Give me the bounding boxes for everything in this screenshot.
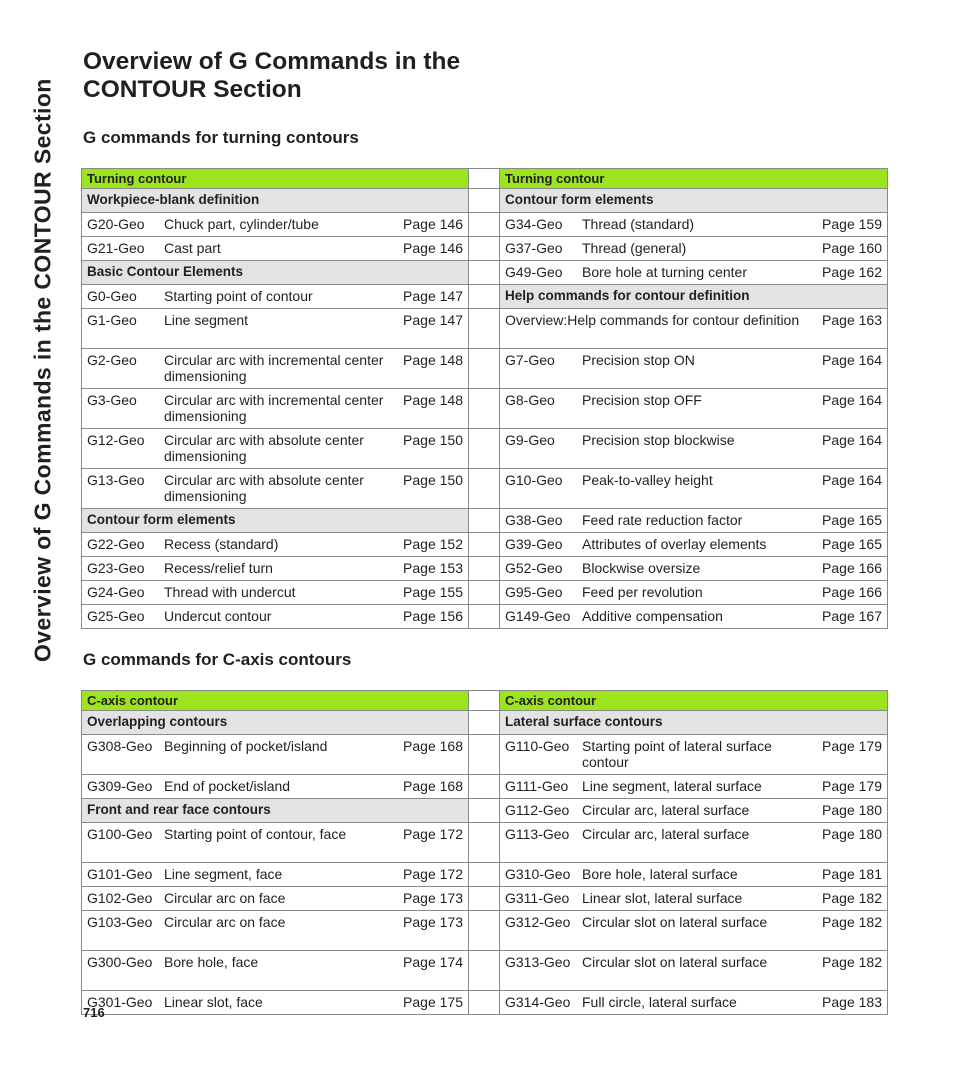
column-gap	[469, 533, 500, 557]
command-code: G102-Geo	[87, 890, 153, 906]
command-entry	[87, 472, 463, 504]
page-reference: Page 179	[822, 778, 882, 794]
page-title-line-1: Overview of G Commands in the	[83, 48, 461, 75]
command-code: G103-Geo	[87, 914, 153, 930]
page-reference: Page 146	[403, 240, 463, 256]
command-description: Circular arc on face	[164, 890, 286, 906]
command-code: G8-Geo	[505, 392, 555, 408]
command-cell	[82, 991, 469, 1015]
command-code: G20-Geo	[87, 216, 145, 232]
page-reference: Page 166	[822, 560, 882, 576]
column-gap	[469, 711, 500, 735]
command-entry	[87, 288, 463, 304]
command-entry	[87, 914, 463, 930]
command-description: Bore hole, face	[164, 954, 259, 970]
command-code: G7-Geo	[505, 352, 555, 368]
column-gap	[469, 261, 500, 285]
command-description: Additive compensation	[582, 608, 723, 624]
column-gap	[469, 469, 500, 509]
command-cell	[82, 605, 469, 629]
group-heading: Workpiece-blank definition	[82, 189, 469, 213]
command-cell	[500, 581, 888, 605]
command-code: G10-Geo	[505, 472, 563, 488]
command-entry	[505, 914, 882, 930]
command-description: Linear slot, lateral surface	[582, 890, 743, 906]
table-row	[82, 863, 888, 887]
column-gap	[469, 775, 500, 799]
page-reference: Page 179	[822, 738, 882, 754]
page-reference: Page 153	[403, 560, 463, 576]
command-description: Line segment, face	[164, 866, 283, 882]
table-header-gap	[469, 169, 500, 189]
command-cell	[500, 863, 888, 887]
command-entry	[505, 432, 882, 448]
command-entry	[87, 954, 463, 970]
command-description: Linear slot, face	[164, 994, 263, 1010]
column-gap	[469, 309, 500, 349]
column-gap	[469, 581, 500, 605]
page-reference: Page 162	[822, 264, 882, 280]
group-heading: Basic Contour Elements	[82, 261, 469, 285]
page-reference: Page 146	[403, 216, 463, 232]
command-code: G1-Geo	[87, 312, 137, 328]
command-code: G3-Geo	[87, 392, 137, 408]
page-reference: Page 147	[403, 312, 463, 328]
command-code: G25-Geo	[87, 608, 145, 624]
page-reference: Page 182	[822, 890, 882, 906]
command-entry	[505, 994, 882, 1010]
command-cell	[500, 533, 888, 557]
command-code: G149-Geo	[505, 608, 571, 624]
command-description: Thread with undercut	[164, 584, 296, 600]
command-cell	[82, 863, 469, 887]
command-description: Recess (standard)	[164, 536, 279, 552]
page-reference: Page 147	[403, 288, 463, 304]
group-heading: Help commands for contour definition	[500, 285, 888, 309]
column-gap	[469, 991, 500, 1015]
command-description: Starting point of lateral surface contour	[582, 738, 772, 770]
command-cell	[500, 213, 888, 237]
page-reference: Page 165	[822, 536, 882, 552]
command-code: G314-Geo	[505, 994, 571, 1010]
table-row	[82, 799, 888, 823]
command-entry	[87, 584, 463, 600]
command-description: Peak-to-valley height	[582, 472, 713, 488]
command-entry	[87, 826, 463, 842]
command-code: G0-Geo	[87, 288, 137, 304]
table-row	[82, 605, 888, 629]
page-reference: Page 155	[403, 584, 463, 600]
column-gap	[469, 509, 500, 533]
column-gap	[469, 911, 500, 951]
page-reference: Page 148	[403, 392, 463, 408]
command-code: G312-Geo	[505, 914, 571, 930]
command-description: Precision stop OFF	[582, 392, 702, 408]
command-entry	[505, 240, 882, 256]
column-gap	[469, 799, 500, 823]
page-reference: Page 183	[822, 994, 882, 1010]
page-title-line-2: CONTOUR Section	[83, 76, 302, 103]
table-row	[82, 951, 888, 991]
command-cell	[500, 951, 888, 991]
group-heading: Contour form elements	[82, 509, 469, 533]
command-cell	[82, 951, 469, 991]
table-row	[82, 213, 888, 237]
command-cell	[82, 389, 469, 429]
command-cell	[500, 991, 888, 1015]
group-heading: Contour form elements	[500, 189, 888, 213]
command-entry	[505, 560, 882, 576]
command-code: G13-Geo	[87, 472, 145, 488]
command-description: Line segment	[164, 312, 249, 328]
command-code: G34-Geo	[505, 216, 563, 232]
command-code: G101-Geo	[87, 866, 153, 882]
c-axis-contours-table	[81, 690, 888, 1015]
command-cell	[500, 349, 888, 389]
command-entry	[505, 352, 882, 368]
command-code: G37-Geo	[505, 240, 563, 256]
command-entry	[505, 738, 882, 770]
command-code: G52-Geo	[505, 560, 563, 576]
command-description: Circular arc, lateral surface	[582, 826, 750, 842]
command-description: Precision stop ON	[582, 352, 695, 368]
command-description: Attributes of overlay elements	[582, 536, 767, 552]
command-cell	[500, 237, 888, 261]
page-reference: Page 173	[403, 914, 463, 930]
page-reference: Page 163	[822, 312, 882, 328]
table-header-right: C-axis contour	[500, 691, 888, 711]
command-cell	[500, 605, 888, 629]
command-cell	[500, 887, 888, 911]
table-row	[82, 823, 888, 863]
section-heading-turning: G commands for turning contours	[83, 128, 359, 147]
table-row	[82, 581, 888, 605]
command-entry	[505, 826, 882, 842]
column-gap	[469, 189, 500, 213]
command-code: G95-Geo	[505, 584, 563, 600]
page-reference: Page 164	[822, 392, 882, 408]
command-cell	[82, 469, 469, 509]
command-description: Circular slot on lateral surface	[582, 914, 768, 930]
command-description: Circular arc with incremental center dimensioning	[164, 352, 384, 384]
command-description: Cast part	[164, 240, 221, 256]
command-entry	[505, 216, 882, 232]
column-gap	[469, 389, 500, 429]
command-cell	[500, 469, 888, 509]
command-code: G49-Geo	[505, 264, 563, 280]
command-cell	[82, 775, 469, 799]
page-number: 716	[83, 1005, 105, 1020]
table-header-right: Turning contour	[500, 169, 888, 189]
table-row	[82, 261, 888, 285]
command-cell	[82, 557, 469, 581]
command-cell	[82, 285, 469, 309]
side-tab-title: Overview of G Commands in the CONTOUR Section	[29, 78, 56, 662]
page-reference: Page 160	[822, 240, 882, 256]
command-description: Overview:Help commands for contour definition	[505, 312, 800, 328]
table-row	[82, 285, 888, 309]
command-cell	[82, 581, 469, 605]
command-entry	[87, 560, 463, 576]
table-header-left: Turning contour	[82, 169, 469, 189]
command-entry	[87, 608, 463, 624]
command-code: G313-Geo	[505, 954, 571, 970]
page-reference: Page 164	[822, 472, 882, 488]
table-row	[82, 887, 888, 911]
command-code: G111-Geo	[505, 778, 569, 794]
column-gap	[469, 237, 500, 261]
command-code: G21-Geo	[87, 240, 145, 256]
command-cell	[500, 799, 888, 823]
table-row	[82, 469, 888, 509]
command-entry	[87, 240, 463, 256]
command-entry	[87, 216, 463, 232]
command-description: Starting point of contour, face	[164, 826, 347, 842]
command-code: G22-Geo	[87, 536, 145, 552]
table-row	[82, 389, 888, 429]
command-description: Blockwise oversize	[582, 560, 701, 576]
command-cell	[500, 775, 888, 799]
command-entry	[87, 312, 463, 328]
page-reference: Page 182	[822, 954, 882, 970]
command-entry	[87, 738, 463, 754]
command-cell	[500, 309, 888, 349]
command-cell	[82, 735, 469, 775]
page-reference: Page 150	[403, 432, 463, 448]
command-cell	[500, 557, 888, 581]
table-row	[82, 911, 888, 951]
command-cell	[82, 887, 469, 911]
command-code: G2-Geo	[87, 352, 137, 368]
command-description: End of pocket/island	[164, 778, 291, 794]
command-entry	[505, 866, 882, 882]
command-entry	[505, 264, 882, 280]
command-cell	[82, 237, 469, 261]
command-description: Circular arc with absolute center dimensioning	[164, 472, 364, 504]
section-heading-c-axis: G commands for C-axis contours	[83, 650, 352, 669]
command-code: G310-Geo	[505, 866, 571, 882]
command-code: G39-Geo	[505, 536, 563, 552]
page-reference: Page 156	[403, 608, 463, 624]
command-code: G23-Geo	[87, 560, 145, 576]
command-description: Feed per revolution	[582, 584, 703, 600]
command-description: Circular arc with incremental center dimensioning	[164, 392, 384, 424]
group-heading: Lateral surface contours	[500, 711, 888, 735]
command-code: G309-Geo	[87, 778, 153, 794]
command-entry	[505, 802, 882, 818]
command-cell	[82, 429, 469, 469]
page-reference: Page 172	[403, 826, 463, 842]
command-cell	[500, 509, 888, 533]
command-description: Recess/relief turn	[164, 560, 273, 576]
column-gap	[469, 349, 500, 389]
command-cell	[500, 429, 888, 469]
page-reference: Page 168	[403, 778, 463, 794]
table-row	[82, 429, 888, 469]
group-heading: Front and rear face contours	[82, 799, 469, 823]
table-row	[82, 533, 888, 557]
page-reference: Page 180	[822, 826, 882, 842]
command-code: G113-Geo	[505, 826, 570, 842]
command-description: Bore hole at turning center	[582, 264, 747, 280]
command-description: Circular arc on face	[164, 914, 286, 930]
column-gap	[469, 823, 500, 863]
command-code: G100-Geo	[87, 826, 153, 842]
table-row	[82, 557, 888, 581]
column-gap	[469, 429, 500, 469]
command-code: G112-Geo	[505, 802, 570, 818]
command-entry	[87, 536, 463, 552]
command-description: Bore hole, lateral surface	[582, 866, 738, 882]
page-reference: Page 152	[403, 536, 463, 552]
command-entry	[505, 608, 882, 624]
page-reference: Page 168	[403, 738, 463, 754]
column-gap	[469, 887, 500, 911]
command-entry	[87, 994, 463, 1010]
page-reference: Page 173	[403, 890, 463, 906]
page-reference: Page 175	[403, 994, 463, 1010]
page-reference: Page 180	[822, 802, 882, 818]
page-reference: Page 172	[403, 866, 463, 882]
table-row	[82, 349, 888, 389]
command-cell	[500, 389, 888, 429]
column-gap	[469, 735, 500, 775]
table-row	[82, 509, 888, 533]
command-entry	[505, 536, 882, 552]
table-row	[82, 991, 888, 1015]
command-description: Chuck part, cylinder/tube	[164, 216, 319, 232]
command-cell	[82, 823, 469, 863]
page-reference: Page 164	[822, 432, 882, 448]
command-description: Circular slot on lateral surface	[582, 954, 768, 970]
command-entry	[505, 778, 882, 794]
command-description: Precision stop blockwise	[582, 432, 735, 448]
command-code: G311-Geo	[505, 890, 570, 906]
command-cell	[500, 261, 888, 285]
turning-contours-table	[81, 168, 888, 629]
command-description: Thread (general)	[582, 240, 687, 256]
command-cell	[500, 911, 888, 951]
command-code: G308-Geo	[87, 738, 153, 754]
page-reference: Page 150	[403, 472, 463, 488]
command-cell	[82, 213, 469, 237]
command-description: Undercut contour	[164, 608, 272, 624]
command-entry	[505, 954, 882, 970]
command-description: Line segment, lateral surface	[582, 778, 762, 794]
group-heading: Overlapping contours	[82, 711, 469, 735]
table-header-row	[82, 169, 888, 189]
command-code: G12-Geo	[87, 432, 145, 448]
command-code: G24-Geo	[87, 584, 145, 600]
page-reference: Page 166	[822, 584, 882, 600]
command-entry	[87, 866, 463, 882]
command-cell	[500, 823, 888, 863]
command-cell	[82, 533, 469, 557]
column-gap	[469, 557, 500, 581]
command-entry	[87, 392, 463, 424]
table-header-gap	[469, 691, 500, 711]
page-reference: Page 165	[822, 512, 882, 528]
command-code: G301-Geo	[87, 994, 153, 1010]
column-gap	[469, 605, 500, 629]
command-cell	[82, 911, 469, 951]
command-entry	[505, 584, 882, 600]
command-entry	[505, 890, 882, 906]
column-gap	[469, 863, 500, 887]
table-header-left: C-axis contour	[82, 691, 469, 711]
page-reference: Page 174	[403, 954, 463, 970]
command-description: Circular arc, lateral surface	[582, 802, 750, 818]
column-gap	[469, 213, 500, 237]
command-cell	[82, 349, 469, 389]
table-row	[82, 775, 888, 799]
command-description: Circular arc with absolute center dimensioning	[164, 432, 364, 464]
page-reference: Page 159	[822, 216, 882, 232]
page-reference: Page 181	[822, 866, 882, 882]
table-row	[82, 189, 888, 213]
command-entry	[87, 432, 463, 464]
table-row	[82, 735, 888, 775]
command-entry	[87, 352, 463, 384]
command-description: Thread (standard)	[582, 216, 695, 232]
command-cell	[82, 309, 469, 349]
command-description: Full circle, lateral surface	[582, 994, 737, 1010]
command-cell	[500, 735, 888, 775]
page-reference: Page 167	[822, 608, 882, 624]
command-code: G38-Geo	[505, 512, 563, 528]
command-description: Beginning of pocket/island	[164, 738, 328, 754]
page-reference: Page 164	[822, 352, 882, 368]
command-description: Feed rate reduction factor	[582, 512, 743, 528]
command-entry	[87, 890, 463, 906]
command-description: Starting point of contour	[164, 288, 313, 304]
command-entry	[505, 472, 882, 488]
table-header-row	[82, 691, 888, 711]
command-entry	[87, 778, 463, 794]
command-entry	[505, 512, 882, 528]
command-code: G300-Geo	[87, 954, 153, 970]
command-code: G9-Geo	[505, 432, 555, 448]
column-gap	[469, 951, 500, 991]
page-title	[83, 48, 783, 104]
table-row	[82, 711, 888, 735]
command-entry	[505, 312, 882, 328]
page-reference: Page 182	[822, 914, 882, 930]
command-entry	[505, 392, 882, 408]
table-row	[82, 237, 888, 261]
command-code: G110-Geo	[505, 738, 570, 754]
column-gap	[469, 285, 500, 309]
page-reference: Page 148	[403, 352, 463, 368]
table-row	[82, 309, 888, 349]
